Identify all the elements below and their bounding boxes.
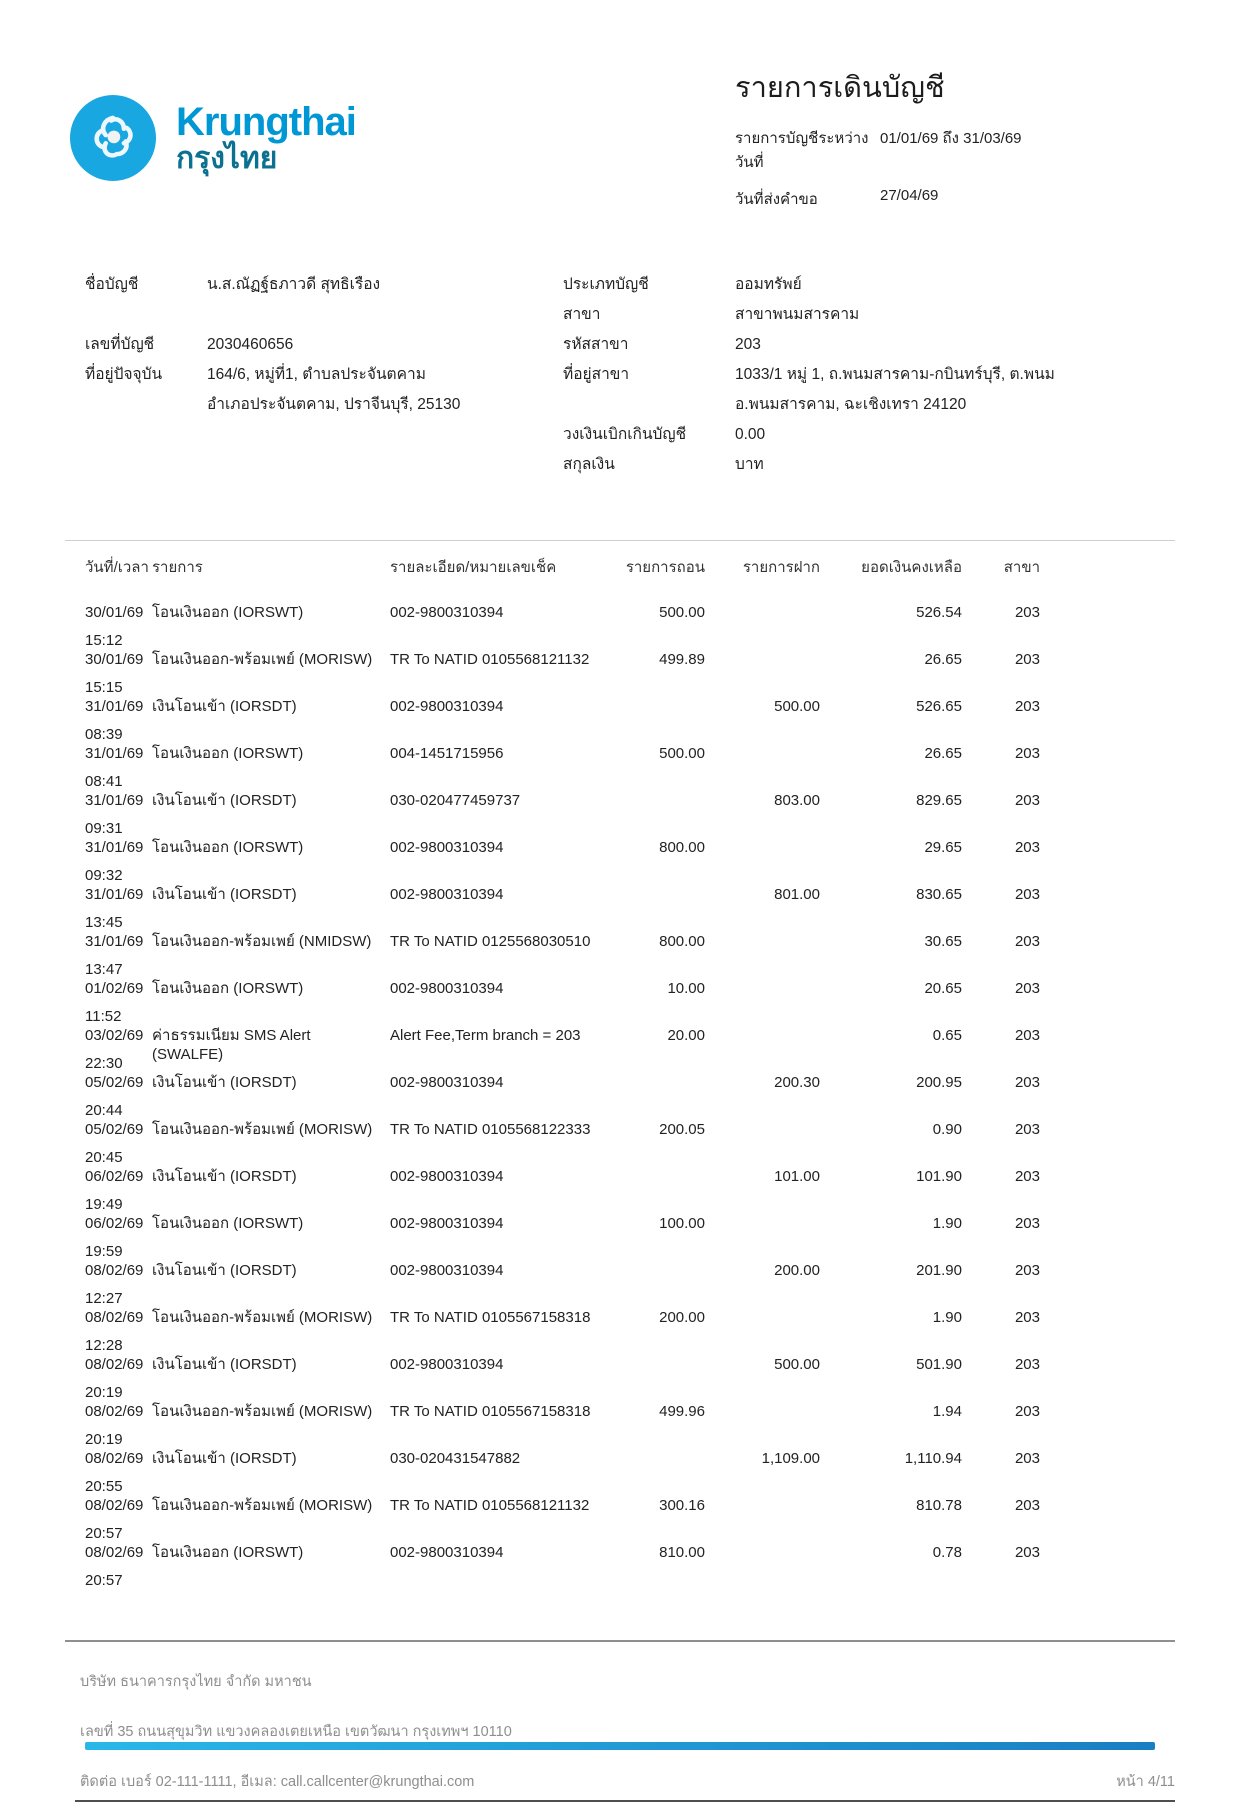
transaction-time: 12:28 (85, 1337, 123, 1354)
transaction-description: เงินโอนเข้า (IORSDT) (152, 1262, 297, 1279)
transaction-datetime (85, 697, 152, 744)
transaction-balance: 526.54 (916, 604, 962, 621)
transaction-branch: 203 (1014, 980, 1040, 997)
transaction-balance: 201.90 (916, 1262, 962, 1279)
transaction-balance: 29.65 (924, 839, 962, 856)
transaction-time: 08:39 (85, 726, 123, 743)
transaction-time: 15:15 (85, 679, 123, 696)
transaction-balance: 30.65 (924, 933, 962, 950)
transaction-detail: 002-9800310394 (390, 980, 504, 997)
transaction-detail: 002-9800310394 (390, 1074, 504, 1091)
transaction-time: 20:55 (85, 1478, 123, 1495)
transaction-withdrawal: 800.00 (659, 933, 705, 950)
transaction-datetime (85, 650, 152, 697)
transaction-datetime (85, 1167, 152, 1214)
transaction-branch: 203 (1014, 933, 1040, 950)
transaction-time: 13:45 (85, 914, 123, 931)
column-header-datetime: วันที่/เวลา (85, 559, 149, 576)
transaction-time: 20:57 (85, 1525, 123, 1542)
transaction-date: 31/01/69 (85, 745, 144, 762)
transaction-row (65, 650, 1175, 697)
branch-address-label: ที่อยู่สาขา (563, 366, 630, 383)
account-name-value: น.ส.ณัฏฐ์ธภาวดี สุทธิเรือง (207, 276, 381, 293)
transaction-description: เงินโอนเข้า (IORSDT) (152, 792, 297, 809)
transaction-balance: 1.90 (932, 1309, 962, 1326)
branch-address-line2: อ.พนมสารคาม, ฉะเชิงเทรา 24120 (735, 396, 967, 413)
transaction-withdrawal: 499.96 (659, 1403, 705, 1420)
transaction-detail: TR To NATID 0105568122333 (390, 1121, 591, 1138)
transaction-date: 08/02/69 (85, 1356, 144, 1373)
transaction-branch: 203 (1014, 651, 1040, 668)
transaction-description: เงินโอนเข้า (IORSDT) (152, 1168, 297, 1185)
transaction-branch: 203 (1014, 1262, 1040, 1279)
transaction-date: 31/01/69 (85, 792, 144, 809)
transaction-description: โอนเงินออก (IORSWT) (152, 980, 304, 997)
transaction-balance: 26.65 (924, 651, 962, 668)
transaction-detail: 002-9800310394 (390, 1168, 504, 1185)
branch-value: สาขาพนมสารคาม (735, 306, 860, 323)
transaction-branch: 203 (1014, 1497, 1040, 1514)
transaction-row (65, 1026, 1175, 1073)
transaction-datetime (85, 1449, 152, 1496)
page-number: หน้า 4/11 (1116, 1774, 1175, 1790)
transaction-date: 06/02/69 (85, 1215, 144, 1232)
column-header-detail: รายละเอียด/หมายเลขเช็ค (390, 559, 557, 576)
transaction-detail: 002-9800310394 (390, 604, 504, 621)
transaction-date: 30/01/69 (85, 651, 144, 668)
transaction-description: โอนเงินออก (IORSWT) (152, 1544, 304, 1561)
transaction-withdrawal: 500.00 (659, 745, 705, 762)
transaction-time: 12:27 (85, 1290, 123, 1307)
overdraft-value: 0.00 (735, 426, 766, 443)
transaction-detail: 030-020477459737 (390, 792, 521, 809)
transaction-date: 05/02/69 (85, 1121, 144, 1138)
transaction-branch: 203 (1014, 745, 1040, 762)
transaction-balance: 1,110.94 (904, 1450, 962, 1467)
document-meta (735, 52, 1175, 224)
page-header (65, 0, 1175, 224)
transaction-datetime (85, 885, 152, 932)
transaction-description: เงินโอนเข้า (IORSDT) (152, 1450, 297, 1467)
statement-period-value: 01/01/69 ถึง 31/03/69 (880, 130, 1022, 147)
transaction-date: 08/02/69 (85, 1403, 144, 1420)
transaction-deposit: 500.00 (774, 1356, 820, 1373)
transaction-date: 30/01/69 (85, 604, 144, 621)
transaction-deposit: 803.00 (774, 792, 820, 809)
transaction-row (65, 1496, 1175, 1543)
transaction-withdrawal: 800.00 (659, 839, 705, 856)
footer-address: เลขที่ 35 ถนนสุขุมวิท แขวงคลองเตยเหนือ เขตวัฒนา กรุงเทพฯ 10110 (80, 1724, 512, 1740)
column-header-branch: สาขา (1003, 559, 1040, 576)
transaction-row (65, 744, 1175, 791)
transaction-balance: 829.65 (916, 792, 962, 809)
transaction-datetime (85, 1402, 152, 1449)
transaction-branch: 203 (1014, 839, 1040, 856)
statement-period-row (735, 126, 1175, 174)
transaction-datetime (85, 838, 152, 885)
transaction-time: 19:49 (85, 1196, 123, 1213)
current-address-line1: 164/6, หมู่ที่1, ตำบลประจันตคาม (207, 366, 426, 383)
transaction-time: 22:30 (85, 1055, 123, 1072)
transaction-time: 20:45 (85, 1149, 123, 1166)
transaction-deposit: 500.00 (774, 698, 820, 715)
transaction-date: 08/02/69 (85, 1262, 144, 1279)
transaction-date: 31/01/69 (85, 698, 144, 715)
transaction-branch: 203 (1014, 792, 1040, 809)
transaction-balance: 810.78 (916, 1497, 962, 1514)
transactions-body (65, 603, 1175, 1590)
transaction-withdrawal: 10.00 (667, 980, 705, 997)
transaction-description: เงินโอนเข้า (IORSDT) (152, 1356, 297, 1373)
transaction-row (65, 603, 1175, 650)
footer-company: บริษัท ธนาคารกรุงไทย จำกัด มหาชน (80, 1674, 312, 1690)
transaction-deposit: 101.00 (774, 1168, 820, 1185)
transaction-branch: 203 (1014, 1121, 1040, 1138)
transaction-description: โอนเงินออก-พร้อมเพย์ (MORISW) (152, 1309, 373, 1326)
transaction-date: 06/02/69 (85, 1168, 144, 1185)
transaction-balance: 526.65 (916, 698, 962, 715)
transaction-time: 20:44 (85, 1102, 123, 1119)
branch-code-value: 203 (735, 336, 761, 353)
transaction-detail: TR To NATID 0105567158318 (390, 1403, 591, 1420)
page-footer (65, 1642, 1175, 1802)
transaction-detail: 002-9800310394 (390, 698, 504, 715)
account-number-label: เลขที่บัญชี (85, 336, 155, 353)
column-header-deposit: รายการฝาก (742, 559, 820, 576)
transaction-detail: TR To NATID 0105568121132 (390, 651, 590, 668)
transaction-balance: 0.78 (932, 1544, 962, 1561)
transaction-datetime (85, 1073, 152, 1120)
account-type-value: ออมทรัพย์ (735, 276, 802, 293)
transaction-detail: 002-9800310394 (390, 1262, 504, 1279)
vayupak-bird-icon (84, 107, 142, 170)
transaction-detail: 002-9800310394 (390, 1215, 504, 1232)
branch-label: สาขา (563, 306, 601, 323)
transaction-detail: 002-9800310394 (390, 1544, 504, 1561)
column-header-withdrawal: รายการถอน (625, 559, 705, 576)
transaction-branch: 203 (1014, 1027, 1040, 1044)
column-header-description: รายการ (152, 559, 203, 576)
transaction-time: 13:47 (85, 961, 123, 978)
branch-code-label: รหัสสาขา (563, 336, 629, 353)
transaction-detail: 002-9800310394 (390, 839, 504, 856)
transaction-datetime (85, 979, 152, 1026)
transaction-description: โอนเงินออก (IORSWT) (152, 745, 304, 762)
transaction-description: โอนเงินออก (IORSWT) (152, 604, 304, 621)
transaction-row (65, 1120, 1175, 1167)
transaction-branch: 203 (1014, 1544, 1040, 1561)
transaction-description: โอนเงินออก-พร้อมเพย์ (MORISW) (152, 1403, 373, 1420)
transaction-branch: 203 (1014, 1356, 1040, 1373)
transaction-balance: 0.90 (932, 1121, 962, 1138)
transaction-time: 20:19 (85, 1431, 123, 1448)
transaction-row (65, 1261, 1175, 1308)
transaction-datetime (85, 1496, 152, 1543)
transaction-datetime (85, 932, 152, 979)
transaction-description: ค่าธรรมเนียม SMS Alert (SWALFE) (152, 1027, 311, 1063)
transaction-datetime (85, 1308, 152, 1355)
transaction-balance: 20.65 (924, 980, 962, 997)
transaction-row (65, 1167, 1175, 1214)
transaction-datetime (85, 1543, 152, 1590)
footer-contact-row (65, 1772, 1175, 1792)
transaction-description: โอนเงินออก-พร้อมเพย์ (MORISW) (152, 1497, 373, 1514)
branch-address-line1: 1033/1 หมู่ 1, ถ.พนมสารคาม-กบินทร์บุรี, ต.พนม (735, 366, 1055, 383)
transaction-balance: 101.90 (916, 1168, 962, 1185)
krungthai-brand (65, 52, 356, 224)
current-address-line2: อำเภอประจันตคาม, ปราจีนบุรี, 25130 (207, 396, 461, 413)
transaction-datetime (85, 603, 152, 650)
transaction-withdrawal: 100.00 (659, 1215, 705, 1232)
transaction-date: 08/02/69 (85, 1450, 144, 1467)
transaction-row (65, 1449, 1175, 1496)
transaction-withdrawal: 500.00 (659, 604, 705, 621)
transaction-description: โอนเงินออก (IORSWT) (152, 1215, 304, 1232)
current-address-label: ที่อยู่ปัจจุบัน (85, 366, 163, 383)
transaction-detail: TR To NATID 0105568121132 (390, 1497, 590, 1514)
currency-label: สกุลเงิน (563, 456, 615, 473)
transaction-detail: 030-020431547882 (390, 1450, 521, 1467)
page-title: รายการเดินบัญชี (735, 72, 945, 104)
transaction-row (65, 1308, 1175, 1355)
request-date-row (735, 187, 1175, 211)
transaction-deposit: 1,109.00 (761, 1450, 820, 1467)
transaction-branch: 203 (1014, 1168, 1040, 1185)
transaction-row (65, 1214, 1175, 1261)
transaction-balance: 1.90 (932, 1215, 962, 1232)
request-date-value: 27/04/69 (880, 187, 939, 204)
transaction-description: โอนเงินออก-พร้อมเพย์ (NMIDSW) (152, 933, 372, 950)
statement-period-label: รายการบัญชีระหว่างวันที่ (735, 130, 869, 171)
transaction-branch: 203 (1014, 604, 1040, 621)
transaction-time: 09:31 (85, 820, 123, 837)
transaction-withdrawal: 810.00 (659, 1544, 705, 1561)
transaction-date: 08/02/69 (85, 1544, 144, 1561)
transaction-datetime (85, 1261, 152, 1308)
account-name-label: ชื่อบัญชี (85, 276, 139, 293)
transaction-datetime (85, 1026, 152, 1073)
transaction-deposit: 801.00 (774, 886, 820, 903)
transaction-time: 20:19 (85, 1384, 123, 1401)
account-number-value: 2030460656 (207, 336, 294, 353)
transaction-balance: 0.65 (932, 1027, 962, 1044)
request-date-label: วันที่ส่งคำขอ (735, 191, 818, 208)
column-header-balance: ยอดเงินคงเหลือ (861, 559, 962, 576)
transaction-row (65, 697, 1175, 744)
transaction-detail: 002-9800310394 (390, 1356, 504, 1373)
transaction-datetime (85, 744, 152, 791)
transaction-detail: TR To NATID 0125568030510 (390, 933, 591, 950)
transaction-datetime (85, 1355, 152, 1402)
currency-value: บาท (735, 456, 764, 473)
transaction-branch: 203 (1014, 886, 1040, 903)
transaction-description: โอนเงินออก-พร้อมเพย์ (MORISW) (152, 1121, 373, 1138)
transaction-branch: 203 (1014, 1074, 1040, 1091)
brand-accent-bar (85, 1742, 1155, 1750)
transaction-date: 01/02/69 (85, 980, 144, 997)
transaction-row (65, 932, 1175, 979)
transaction-description: โอนเงินออก-พร้อมเพย์ (MORISW) (152, 651, 373, 668)
brand-wordmark (176, 101, 356, 175)
transaction-detail: Alert Fee,Term branch = 203 (390, 1027, 581, 1044)
transaction-balance: 200.95 (916, 1074, 962, 1091)
transaction-description: เงินโอนเข้า (IORSDT) (152, 1074, 297, 1091)
transaction-row (65, 979, 1175, 1026)
transaction-balance: 830.65 (916, 886, 962, 903)
transaction-balance: 501.90 (916, 1356, 962, 1373)
transaction-row (65, 838, 1175, 885)
transaction-detail: 002-9800310394 (390, 886, 504, 903)
transaction-deposit: 200.00 (774, 1262, 820, 1279)
transactions-table (65, 540, 1175, 1642)
transaction-branch: 203 (1014, 1309, 1040, 1326)
transaction-date: 08/02/69 (85, 1309, 144, 1326)
transaction-date: 05/02/69 (85, 1074, 144, 1091)
transaction-withdrawal: 200.00 (659, 1309, 705, 1326)
transaction-detail: 004-1451715956 (390, 745, 504, 762)
transaction-branch: 203 (1014, 1450, 1040, 1467)
transaction-datetime (85, 1120, 152, 1167)
overdraft-label: วงเงินเบิกเกินบัญชี (563, 426, 687, 443)
transaction-date: 31/01/69 (85, 886, 144, 903)
transaction-branch: 203 (1014, 698, 1040, 715)
transaction-balance: 1.94 (932, 1403, 962, 1420)
transaction-row (65, 885, 1175, 932)
transaction-row (65, 791, 1175, 838)
transaction-withdrawal: 20.00 (667, 1027, 705, 1044)
transaction-description: เงินโอนเข้า (IORSDT) (152, 886, 297, 903)
transaction-row (65, 1543, 1175, 1590)
transaction-row (65, 1355, 1175, 1402)
krungthai-logo (70, 95, 156, 181)
transaction-time: 20:57 (85, 1572, 123, 1589)
transaction-row (65, 1073, 1175, 1120)
transaction-withdrawal: 200.05 (659, 1121, 705, 1138)
transaction-balance: 26.65 (924, 745, 962, 762)
transactions-table-header (65, 541, 1175, 603)
transaction-datetime (85, 1214, 152, 1261)
account-type-label: ประเภทบัญชี (563, 276, 649, 293)
transaction-date: 03/02/69 (85, 1027, 144, 1044)
transaction-date: 31/01/69 (85, 839, 144, 856)
account-info-section (65, 274, 1175, 484)
transaction-branch: 203 (1014, 1403, 1040, 1420)
transaction-time: 11:52 (85, 1008, 122, 1025)
brand-name-thai: กรุงไทย (176, 142, 278, 176)
transaction-time: 19:59 (85, 1243, 123, 1260)
footer-contact: ติดต่อ เบอร์ 02-111-1111, อีเมล: call.callcenter@krungthai.com (80, 1774, 475, 1790)
transaction-row (65, 1402, 1175, 1449)
transaction-time: 09:32 (85, 867, 123, 884)
transaction-detail: TR To NATID 0105567158318 (390, 1309, 591, 1326)
transaction-date: 31/01/69 (85, 933, 144, 950)
transaction-datetime (85, 791, 152, 838)
transaction-description: เงินโอนเข้า (IORSDT) (152, 698, 297, 715)
transaction-withdrawal: 499.89 (659, 651, 705, 668)
transaction-branch: 203 (1014, 1215, 1040, 1232)
transaction-time: 08:41 (85, 773, 123, 790)
transaction-description: โอนเงินออก (IORSWT) (152, 839, 304, 856)
transaction-deposit: 200.30 (774, 1074, 820, 1091)
transaction-withdrawal: 300.16 (659, 1497, 705, 1514)
transaction-date: 08/02/69 (85, 1497, 144, 1514)
transaction-time: 15:12 (85, 632, 123, 649)
brand-name-english: Krungthai (176, 100, 356, 145)
